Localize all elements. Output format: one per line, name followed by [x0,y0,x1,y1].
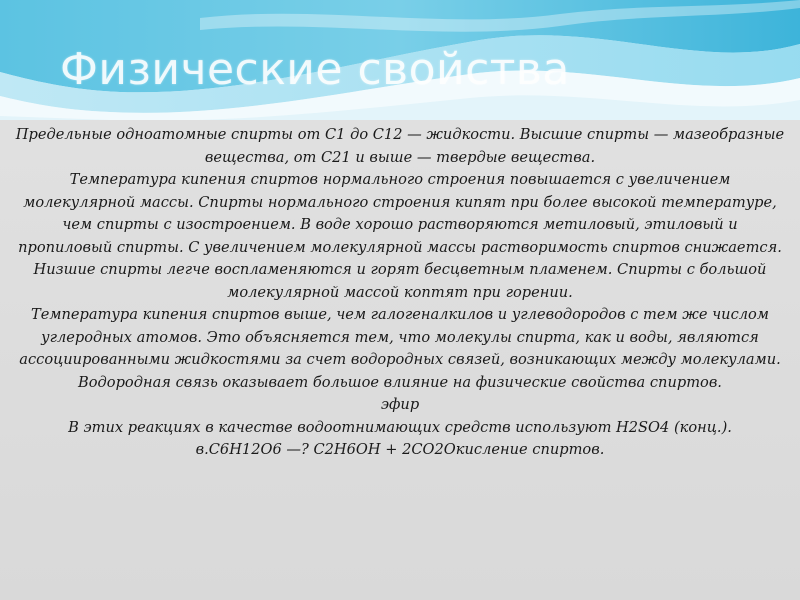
paragraph-4: Водородная связь оказывает большое влияние на физические свойства спиртов. [78,373,722,391]
slide-body [14,124,786,462]
paragraph-3: Температура кипения спиртов выше, чем галогеналкилов и углеводородов с тем же числом углеродных атомов. Это объясняется тем, что молекулы спирта, как и воды, являются ассоциированными жидкостями за счет водородных связей, возникающих между молекулами. [19,306,781,368]
paragraph-2: Температура кипения спиртов нормального строения повышается с увеличением молекулярной массы. Спирты нормального строения кипят при более высокой температуре, чем спирты с изостроением. В воде хорошо растворяются метиловый, этиловый и пропиловый спирты. С увеличением молекулярной массы растворимость спиртов снижается. Низшие спирты легче воспламеняются и горят бесцветным пламенем. Спирты с большой молекулярной массой коптят при горении. [18,171,782,301]
paragraph-7: в.C6H12O6 —? C2H6OH + 2CO2Окисление спиртов. [195,441,605,458]
paragraph-1: Предельные одноатомные спирты от С1 до С12 — жидкости. Высшие спирты — мазеобразные вещества, от С21 и выше — твердые вещества. [15,126,785,166]
slide-title: Физические свойства [60,44,570,95]
paragraph-5: эфир [380,396,420,413]
paragraph-6: В этих реакциях в качестве водоотнимающих средств используют H2SO4 (конц.). [68,418,732,436]
